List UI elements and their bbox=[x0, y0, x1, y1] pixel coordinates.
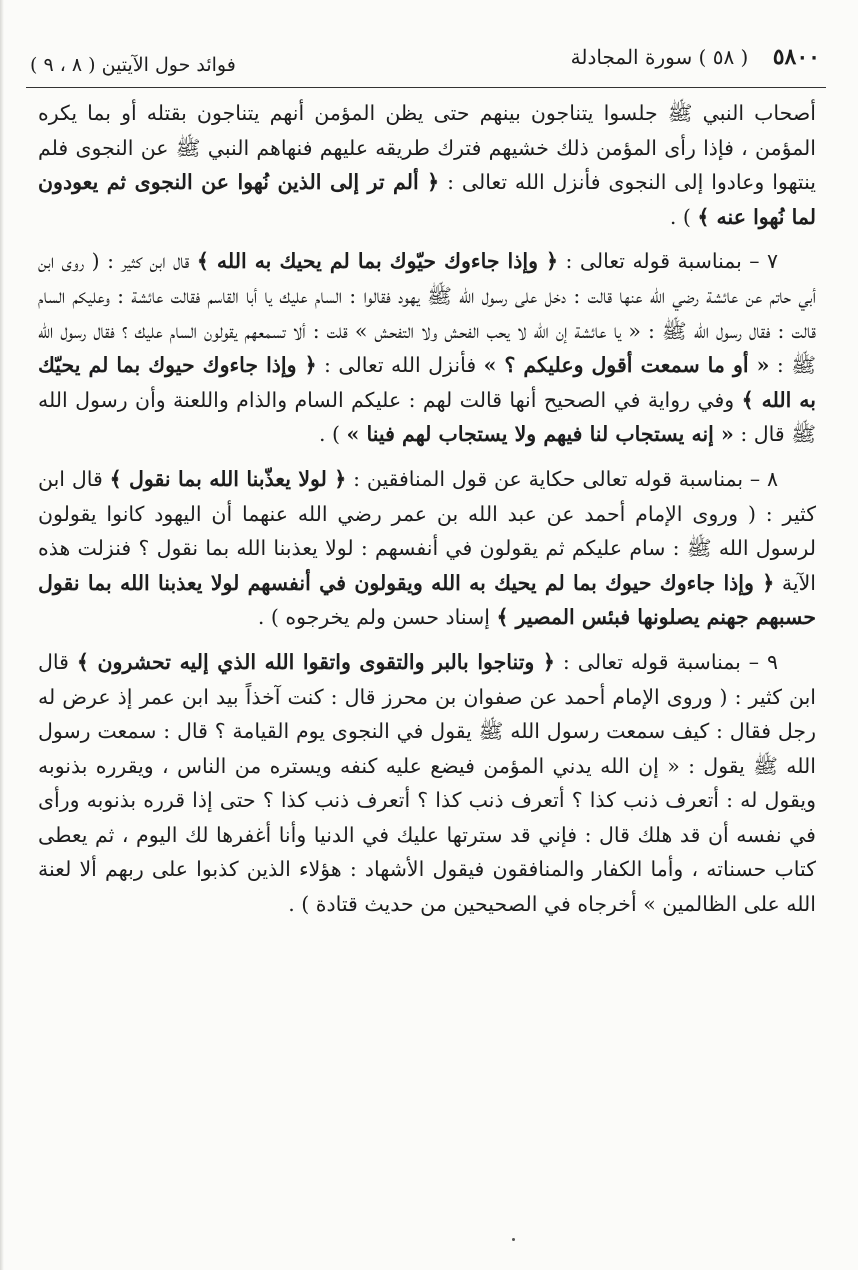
surah-name: ( ٥٨ ) سورة المجادلة bbox=[570, 45, 749, 69]
body-text: ٨ – بمناسبة قوله تعالى حكاية عن قول المنافقين : bbox=[346, 466, 778, 491]
body-text: إسناد حسن ولم يخرجوه ) . bbox=[257, 605, 497, 630]
footer-dot bbox=[512, 1238, 515, 1241]
body-text: ٧ – بمناسبة قوله تعالى : bbox=[558, 249, 779, 274]
quoted-text: ﴿ لولا يعذّبنا الله بما نقول ﴾ bbox=[109, 466, 347, 491]
body-text: ) . bbox=[669, 204, 698, 229]
paragraph-p4 bbox=[38, 645, 816, 922]
body-text: فأنزل الله تعالى : bbox=[316, 353, 484, 378]
page-header bbox=[30, 40, 820, 84]
body-text: ٩ – بمناسبة قوله تعالى : bbox=[554, 649, 778, 674]
paragraph-p2 bbox=[38, 244, 816, 452]
quoted-text: ﴿ وإذا جاءوك حيوك بما لم يحيّك به الله ﴾ bbox=[38, 353, 816, 412]
quoted-text: ﴿ وتناجوا بالبر والتقوى واتقوا الله الذي إليه تحشرون ﴾ bbox=[76, 649, 555, 674]
page-body bbox=[38, 96, 816, 932]
page-number: ٥٨٠٠ bbox=[772, 44, 820, 70]
body-text: ) . bbox=[319, 422, 347, 447]
paragraph-p3 bbox=[38, 462, 816, 635]
body-text: وفي رواية في الصحيح أنها قالت لهم : عليكم السام والذام واللعنة وأن رسول الله ﷺ قال : bbox=[38, 387, 816, 447]
paragraph-p1 bbox=[38, 96, 816, 234]
body-text: قال ابن كثير : ( وروى الإمام أحمد عن صفوان بن محرز قال : كنت آخذاً بيد ابن عمر إذ عرض له رجل فقال : كيف سمعت رسول الله ﷺ يقول في النجوى يوم القيامة ؟ قال : سمعت رسول الله ﷺ يقول : « إن الله يدني المؤمن فيضع عليه كنفه ويستره من الناس ، ويقرره بذنوبه ويقول له : أتعرف ذنب كذا ؟ أتعرف ذنب كذا ؟ أتعرف ذنب كذا ؟ حتى إذا قرره بذنوبه ورأى في نفسه أن قد هلك قال : فإني قد سترتها عليك في الدنيا وأنا أغفرها لك اليوم ، ثم يعطى كتاب حسناته ، وأما الكفار والمنافقون فيقول الأشهاد : هؤلاء الذين كذبوا على ربهم ألا لعنة الله على الظالمين » أخرجاه في الصحيحين من حديث قتادة ) . bbox=[38, 649, 816, 917]
body-text: قال ابن كثير : ( روى ابن أبي حاتم عن عائشة رضي الله عنها قالت : دخل على رسول الله ﷺ يهود فقالوا : السام عليك يا أبا القاسم فقالت عائشة : وعليكم السام قالت : فقال رسول الله ﷺ : « يا عائشة إن الله لا يحب الفحش ولا التفحش » قلت : ألا تسمعهم يقولون السام عليك ؟ فقال رسول الله ﷺ : bbox=[38, 249, 816, 378]
section-title: فوائد حول الآيتين ( ٨ ، ٩ ) bbox=[30, 54, 236, 76]
quoted-text: « أو ما سمعت أقول وعليكم ؟ » bbox=[483, 353, 770, 378]
page-edge-shadow bbox=[0, 0, 4, 1270]
quoted-text: « إنه يستجاب لنا فيهم ولا يستجاب لهم فينا » bbox=[346, 422, 734, 447]
header-divider bbox=[26, 87, 826, 88]
header-right bbox=[571, 44, 820, 70]
quoted-text: ﴿ ألم تر إلى الذين نُهوا عن النجوى ثم يعودون لما نُهوا عنه ﴾ bbox=[38, 170, 816, 229]
body-text: قال ابن كثير : ( وروى الإمام أحمد عن عبد الله بن عمر رضي الله عنهما أن اليهود كانوا يقولون لرسول الله ﷺ : سام عليكم ثم يقولون في أنفسهم : لولا يعذبنا الله بما نقول ؟ فنزلت هذه الآية bbox=[38, 466, 816, 595]
quoted-text: ﴿ وإذا جاءوك حيوك بما لم يحيك به الله ويقولون في أنفسهم لولا يعذبنا الله بما نقول حسبهم جهنم يصلونها فبئس المصير ﴾ bbox=[38, 570, 816, 630]
quoted-text: ﴿ وإذا جاءوك حيّوك بما لم يحيك به الله ﴾ bbox=[196, 249, 559, 274]
body-text: أصحاب النبي ﷺ جلسوا يتناجون بينهم حتى يظن المؤمن أنهم يتناجون بقتله أو بما يكره المؤمن ، فإذا رأى المؤمن ذلك خشيهم فترك طريقه عليهم فنهاهم النبي ﷺ عن النجوى فلم ينتهوا وعادوا إلى النجوى فأنزل الله تعالى : bbox=[38, 101, 817, 195]
